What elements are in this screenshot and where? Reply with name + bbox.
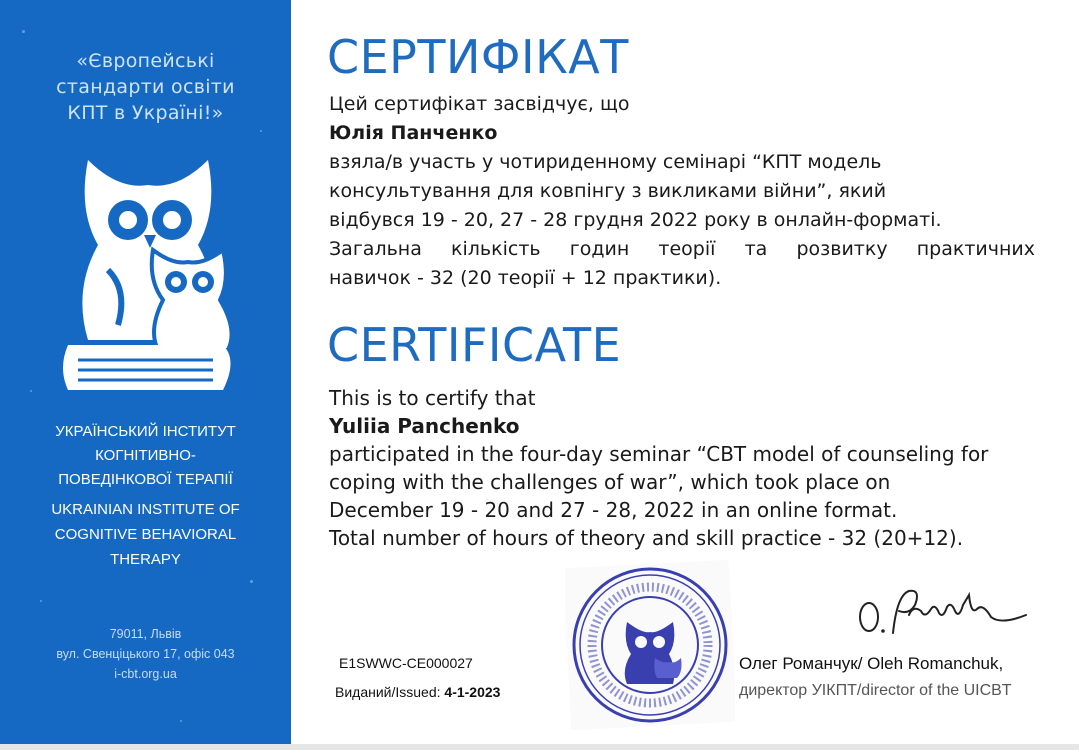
intro-en: This is to certify that [329,386,536,410]
institute-line: COGNITIVE BEHAVIORAL [54,526,237,543]
slogan-line: стандарти освіти [56,76,235,98]
institute-line: ПОВЕДІНКОВОЇ ТЕРАПІЇ [58,471,233,488]
institute-seal-stamp [565,560,735,730]
bottom-border [0,744,1079,750]
institute-name-en [0,497,291,572]
title-en: CERTIFICATE [327,318,622,372]
decor-dot [260,130,262,132]
owls-on-book-icon [48,150,248,395]
institute-line: КОГНІТИВНО- [95,447,196,464]
slogan-line: «Європейські [76,50,215,72]
issued-date [335,684,500,700]
signer-role: директор УІКПТ/director of the UICBT [739,682,1012,699]
address-line: 79011, Львів [109,627,182,641]
address-line: вул. Свенціцького 17, офіс 043 [56,647,235,661]
handwritten-signature [851,575,1031,645]
slogan [0,48,291,126]
recipient-name-ua: Юлія Панченко [329,122,498,144]
signer-name: Олег Романчук/ Oleh Romanchuk, [739,654,1004,673]
title-ua: СЕРТИФІКАТ [327,30,629,84]
institute-line: УКРАЇНСЬКИЙ ІНСТИТУТ [55,423,236,440]
paragraph-line: December 19 - 20 and 27 - 28, 2022 in an online format. [329,498,898,522]
paragraph-line: консультування для ковпінгу з викликами війни”, який [329,180,887,202]
text-ua [329,90,1035,293]
decor-dot [40,600,42,602]
paragraph-line: participated in the four-day seminar “CBT model of counseling for [329,442,989,466]
institute-line: UKRAINIAN INSTITUTE OF [51,501,240,518]
issued-label: Виданий/Issued: [335,684,441,700]
institute-address [0,624,291,684]
paragraph-line: Загальна кількість годин теорії та розвитку практичних [329,238,1035,260]
decor-dot [180,720,182,722]
text-en [329,384,1049,552]
paragraph-line: взяла/в участь у чотириденному семінарі “КПТ модель [329,151,882,173]
certificate-body [291,0,1079,750]
paragraph-line: відбувся 19 - 20, 27 - 28 грудня 2022 року в онлайн-форматі. [329,209,942,231]
slogan-line: КПТ в Україні!» [67,102,224,124]
website-link[interactable]: i-cbt.org.ua [114,667,177,681]
institute-name-ua [0,420,291,492]
decor-dot [30,390,32,392]
institute-line: THERAPY [110,551,181,568]
sidebar-panel [0,0,291,750]
intro-ua: Цей сертифікат засвідчує, що [329,93,630,115]
certificate-number: E1SWWC-CE000027 [339,655,473,671]
paragraph-line: навичок - 32 (20 теорії + 12 практики). [329,267,722,289]
decor-dot [22,30,25,33]
paragraph-line: Total number of hours of theory and skill practice - 32 (20+12). [329,526,964,550]
decor-dot [250,580,253,583]
issued-value: 4-1-2023 [444,684,501,700]
recipient-name-en: Yuliia Panchenko [329,414,520,438]
paragraph-line: coping with the challenges of war”, which took place on [329,470,891,494]
